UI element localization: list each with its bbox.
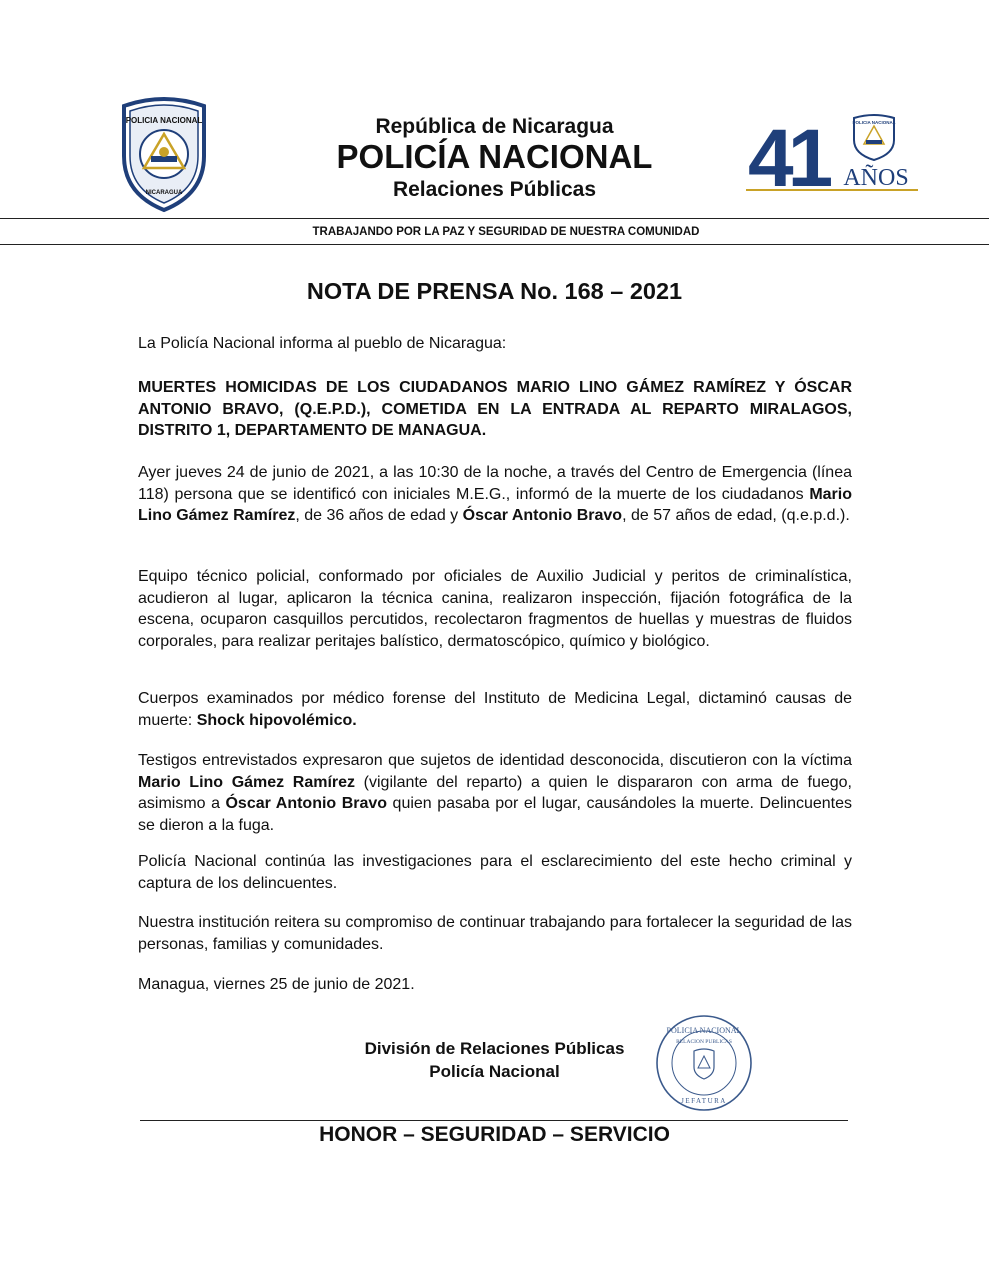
logo-text-top: POLICIA NACIONAL xyxy=(125,116,203,125)
header-rule-bottom xyxy=(0,244,989,245)
paragraph-witnesses: Testigos entrevistados expresaron que sujetos de identidad desconocida, discutieron con la víctima Mario Lino Gámez Ramírez (vigilante del reparto) a quien le dispararon con arma de fuego, asimismo a Óscar Antonio Bravo quien pasaba por el lugar, causándoles la muerte. Delincuentes se dieron a la fuga. xyxy=(138,752,853,834)
victim-name-1: Mario Lino Gámez Ramírez xyxy=(138,773,356,791)
signature-division: División de Relaciones Públicas xyxy=(364,1039,625,1058)
header-country: República de Nicaragua xyxy=(375,115,614,138)
stamp-text-mid: RELACION PUBLICAS xyxy=(676,1039,732,1045)
headline-paragraph: MUERTES HOMICIDAS DE LOS CIUDADANOS MARIO LINO GÁMEZ RAMÍREZ Y ÓSCAR ANTONIO BRAVO, (Q.E.P.D.), COMETIDA EN LA ENTRADA AL REPARTO MIRALAGOS, DISTRITO 1, DEPARTAMENTO DE MANAGUA. xyxy=(138,379,852,439)
paragraph-commitment: Nuestra institución reitera su compromiso de continuar trabajando para fortalecer la seguridad de las personas, familias y comunidades. xyxy=(138,914,852,953)
official-seal-stamp xyxy=(654,1013,754,1113)
paragraph-forensics: Cuerpos examinados por médico forense del Instituto de Medicina Legal, dictaminó causas de muerte: Shock hipovolémico. xyxy=(138,690,852,729)
anniversary-41-logo xyxy=(746,110,921,196)
header-motto: TRABAJANDO POR LA PAZ Y SEGURIDAD DE NUESTRA COMUNIDAD xyxy=(312,226,700,238)
stamp-text-top: POLICIA NACIONAL xyxy=(666,1026,742,1035)
footer-rule xyxy=(140,1120,848,1121)
paragraph-ongoing-investigation: Policía Nacional continúa las investigaciones para el esclarecimiento del este hecho criminal y captura de los delincuentes. xyxy=(138,853,852,892)
press-note-title: NOTA DE PRENSA No. 168 – 2021 xyxy=(306,278,683,304)
victim-name-2: Óscar Antonio Bravo xyxy=(462,507,623,524)
logo-text-bottom: NICARAGUA xyxy=(145,190,183,196)
footer-motto: HONOR – SEGURIDAD – SERVICIO xyxy=(319,1123,670,1146)
cause-of-death: Shock hipovolémico. xyxy=(196,711,357,729)
logo-label: AÑOS xyxy=(843,165,909,191)
intro-paragraph: La Policía Nacional informa al pueblo de Nicaragua: xyxy=(138,335,507,352)
header-rule-top xyxy=(0,218,989,219)
logo-badge-text: POLICIA NACIONAL xyxy=(852,120,896,125)
header-organization: POLICÍA NACIONAL xyxy=(336,138,653,175)
closing-date: Managua, viernes 25 de junio de 2021. xyxy=(138,976,415,993)
header-department: Relaciones Públicas xyxy=(392,178,597,201)
logo-number: 41 xyxy=(748,113,828,196)
signature-organization: Policía Nacional xyxy=(429,1062,560,1081)
stamp-text-bottom: JEFATURA xyxy=(681,1097,727,1105)
victim-name-2: Óscar Antonio Bravo xyxy=(225,795,388,812)
paragraph-incident: Ayer jueves 24 de junio de 2021, a las 10:30 de la noche, a través del Centro de Emergencia (línea 118) persona que se identificó con iniciales M.E.G., informó de la muerte de los ciudadanos Mario Lino Gámez Ramírez, de 36 años de edad y Óscar Antonio Bravo, de 57 años de edad, (q.e.p.d.). xyxy=(138,464,852,524)
paragraph-investigation-team: Equipo técnico policial, conformado por oficiales de Auxilio Judicial y peritos de criminalística, acudieron al lugar, aplicaron la técnica canina, realizaron inspección, fijación fotográfica de la escena, ocuparon casquillos percutidos, recolectaron fragmentos de huellas y muestras de fluidos corporales, para realizar peritajes balístico, dermatoscópico, químico y biológico. xyxy=(138,568,852,650)
victim-name-1: Mario Lino Gámez Ramírez xyxy=(138,485,852,524)
